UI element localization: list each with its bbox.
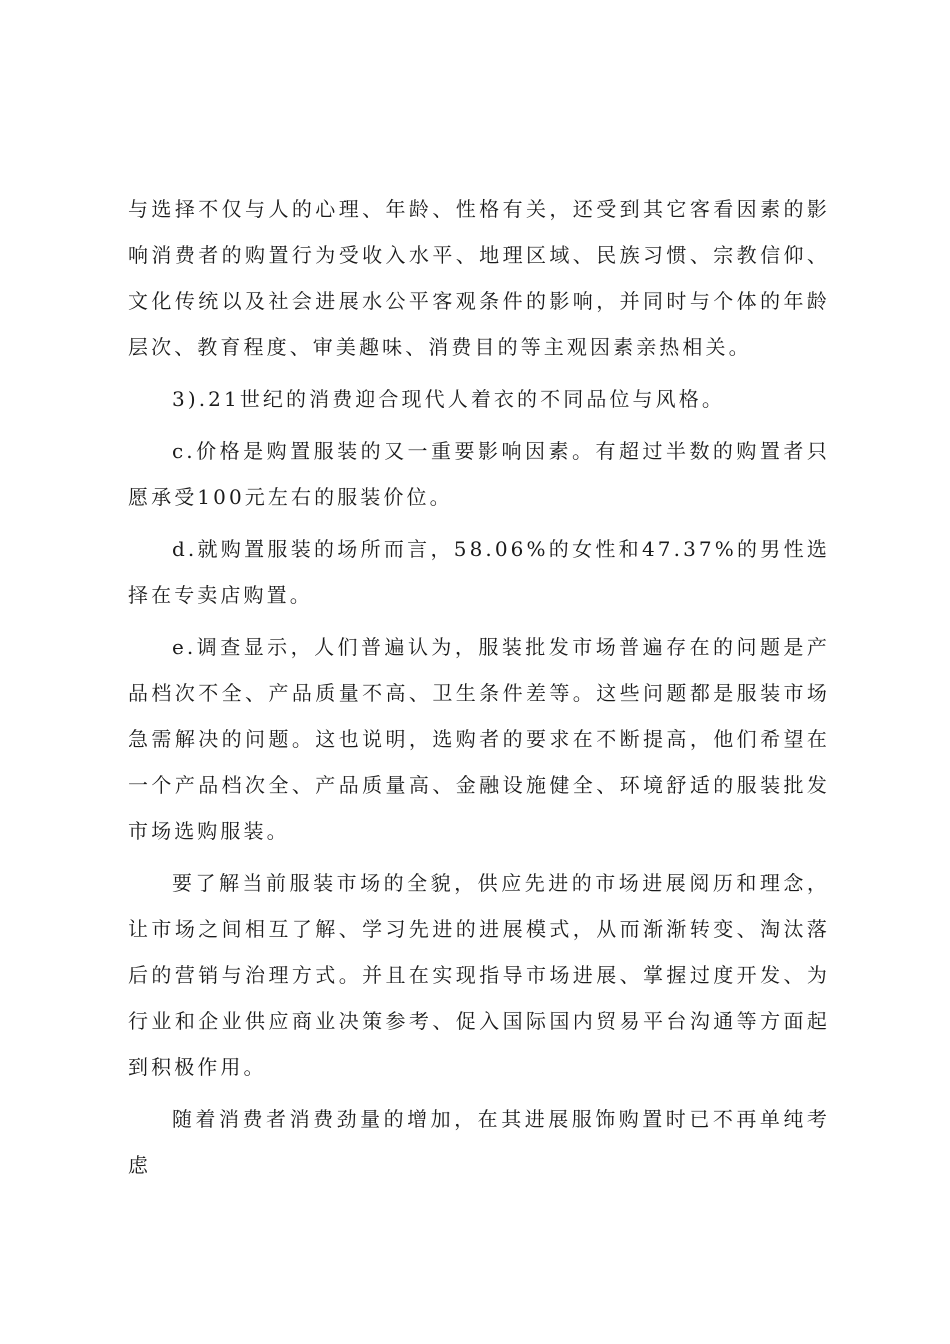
paragraph-consumption-power: 随着消费者消费劲量的增加，在其进展服饰购置时已不再单纯考虑 (128, 1107, 830, 1177)
document-body (128, 186, 830, 1194)
paragraph-purchase-location: d.就购置服装的场所而言，58.06%的女性和47.37%的男性选择在专卖店购置。 (128, 537, 830, 607)
paragraph-price: c.价格是购置服装的又一重要影响因素。有超过半数的购置者只愿承受100元左右的服装价位。 (128, 439, 830, 509)
paragraph-21st-century: 3).21世纪的消费迎合现代人着衣的不同品位与风格。 (172, 387, 725, 411)
paragraph-survey-issues: e.调查显示，人们普遍认为，服装批发市场普遍存在的问题是产品档次不全、产品质量不高、卫生条件差等。这些问题都是服装市场急需解决的问题。这也说明，选购者的要求在不断提高，他们希望在一个产品档次全、产品质量高、金融设施健全、环境舒适的服装批发市场选购服装。 (128, 635, 830, 843)
paragraph-market-overview: 要了解当前服装市场的全貌，供应先进的市场进展阅历和理念，让市场之间相互了解、学习先进的进展模式，从而渐渐转变、淘汰落后的营销与治理方式。并且在实现指导市场进展、掌握过度开发、为行业和企业供应商业决策参考、促入国际国内贸易平台沟通等方面起到积极作用。 (128, 871, 830, 1079)
paragraph-consumer-factors: 与选择不仅与人的心理、年龄、性格有关，还受到其它客看因素的影响消费者的购置行为受收入水平、地理区域、民族习惯、宗教信仰、文化传统以及社会进展水公平客观条件的影响，并同时与个体的年龄层次、教育程度、审美趣味、消费目的等主观因素亲热相关。 (128, 197, 830, 359)
